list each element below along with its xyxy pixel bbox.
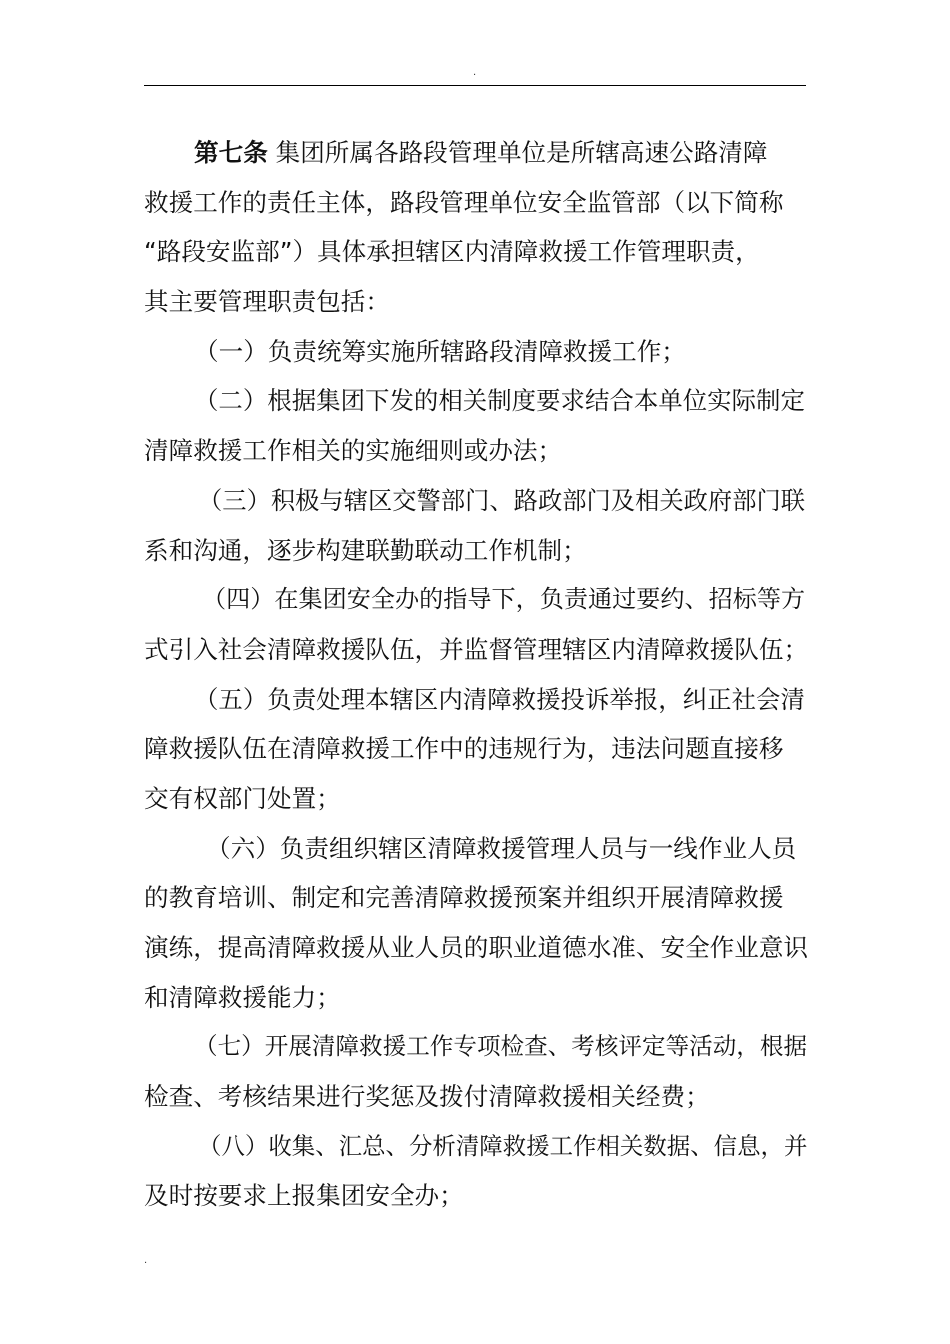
article-intro-line-1: 第七条 集团所属各路段管理单位是所辖高速公路清障 [194, 138, 768, 167]
list-item-1 [144, 327, 808, 377]
list-item-line: （三）积极与辖区交警部门、路政部门及相关政府部门联 [198, 485, 806, 515]
header-mark: . [473, 67, 477, 78]
list-item-line: 检查、考核结果进行奖惩及拨付清障救援相关经费； [144, 1082, 710, 1112]
article-intro [144, 128, 808, 327]
footer-mark: . [144, 1255, 148, 1266]
list-item-line: （七）开展清障救援工作专项检查、考核评定等活动，根据 [194, 1032, 808, 1061]
list-item-line: 障救援队伍在清障救援工作中的违规行为，违法问题直接移 [144, 734, 784, 764]
header-rule [144, 85, 806, 86]
list-item-4 [144, 575, 808, 674]
list-item-line: 和清障救援能力； [144, 982, 341, 1012]
list-item-line: （二）根据集团下发的相关制度要求结合本单位实际制定 [194, 386, 805, 416]
list-item-line: 演练，提高清障救援从业人员的职业道德水准、安全作业意识 [144, 933, 809, 962]
list-item-3 [144, 476, 808, 575]
list-item-line: 交有权部门处置； [144, 783, 341, 813]
list-item-line: 系和沟通，逐步构建联勤联动工作机制； [144, 535, 587, 565]
list-item-line: 式引入社会清障救援队伍，并监督管理辖区内清障救援队伍； [144, 634, 809, 664]
list-item-line: 的教育培训、制定和完善清障救援预案并组织开展清障救援 [144, 883, 784, 913]
list-item-line: （五）负责处理本辖区内清障救援投诉举报，纠正社会清 [194, 684, 805, 714]
list-item-line: 清障救援工作相关的实施细则或办法； [144, 436, 563, 466]
list-item-line: （六）负责组织辖区清障救援管理人员与一线作业人员 [206, 833, 797, 863]
article-intro-line-4: 其主要管理职责包括： [144, 287, 390, 317]
article-number: 第七条 [194, 138, 268, 167]
article-intro-line-3: “路段安监部”）具体承担辖区内清障救援工作管理职责， [144, 237, 760, 267]
list-item-line: （一）负责统筹实施所辖路段清障救援工作； [194, 336, 686, 366]
document-body [144, 128, 808, 1221]
list-item-line: （八）收集、汇总、分析清障救援工作相关数据、信息，并 [198, 1131, 808, 1160]
list-item-2 [144, 376, 808, 475]
list-item-7 [144, 1022, 808, 1121]
list-item-8 [144, 1122, 808, 1221]
list-item-line: （四）在集团安全办的指导下，负责通过要约、招标等方 [202, 585, 806, 614]
article-intro-line-2: 救援工作的责任主体，路段管理单位安全监管部（以下简称 [144, 187, 784, 217]
list-item-line: 及时按要求上报集团安全办； [144, 1181, 464, 1211]
list-item-6 [144, 824, 808, 1023]
list-item-5 [144, 675, 808, 824]
